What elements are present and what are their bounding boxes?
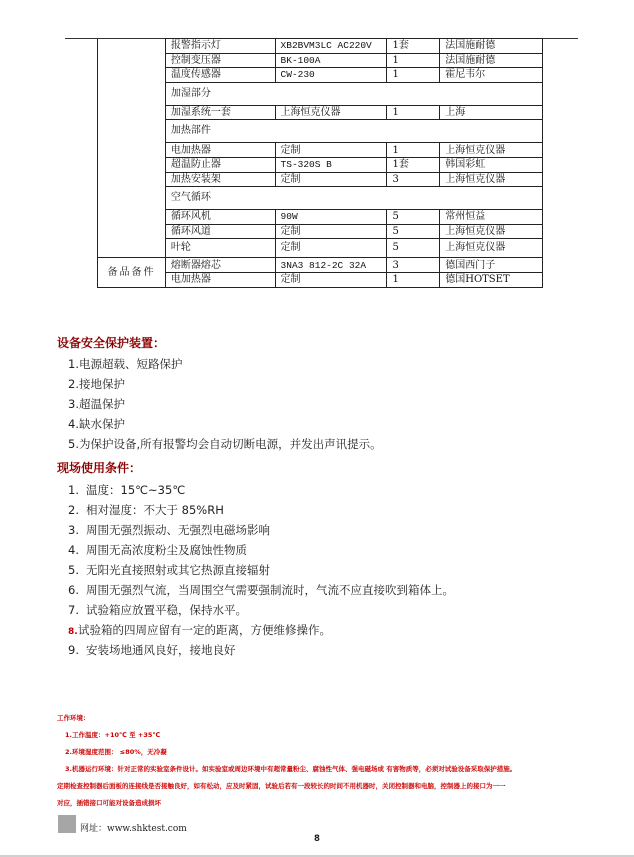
list-item: [68, 480, 454, 500]
part-brand: 上海: [440, 105, 543, 120]
part-brand: 法国施耐德: [440, 39, 543, 54]
section-label: 空气循环: [165, 187, 542, 210]
part-qty: 5: [387, 239, 440, 258]
part-name: 温度传感器: [165, 68, 275, 83]
part-name: 超温防止器: [165, 157, 275, 172]
env-heading: 工作环境：: [57, 714, 90, 722]
part-qty: 1套: [387, 39, 440, 54]
part-model: 定制: [275, 239, 387, 258]
footer-logo-box: [58, 815, 76, 833]
item-number: 3.: [68, 523, 79, 537]
part-name: 电加热器: [165, 272, 275, 287]
item-text: 周围无高浓度粉尘及腐蚀性物质: [86, 543, 247, 557]
part-brand: 德国西门子: [440, 258, 543, 273]
part-name: 电加热器: [165, 143, 275, 158]
item-number: 8.: [68, 627, 78, 637]
part-name: 控制变压器: [165, 53, 275, 68]
part-qty: 1: [387, 143, 440, 158]
item-text: 相对湿度：不大于 85%RH: [86, 503, 224, 517]
part-qty: 3: [387, 172, 440, 187]
item-text: 安装场地通风良好，接地良好: [86, 643, 236, 657]
item-number: 7.: [68, 603, 79, 617]
part-qty: 1套: [387, 157, 440, 172]
env-line: 2.环境湿度范围： ≤80%，无冷凝: [65, 748, 167, 756]
env-line: 1.工作温度：+10℃ 至 +35℃: [65, 731, 161, 739]
list-item: 2.接地保护: [68, 377, 125, 391]
part-name: 报警指示灯: [165, 39, 275, 54]
table-row: [98, 39, 543, 54]
part-model: 90W: [275, 210, 387, 225]
work-environment-notes: [57, 710, 597, 812]
list-item: 3.超温保护: [68, 397, 125, 411]
footer-website: 网址：www.shktest.com: [80, 824, 187, 834]
conditions-list: [68, 480, 454, 660]
list-item: 4.缺水保护: [68, 417, 125, 431]
item-text: 温度：15℃~35℃: [86, 483, 186, 497]
list-item: [68, 600, 454, 620]
part-qty: 1: [387, 53, 440, 68]
part-qty: 1: [387, 68, 440, 83]
list-item: [68, 520, 454, 540]
parts-table: [97, 38, 543, 288]
part-model: 3NA3 812-2C 32A: [275, 258, 387, 273]
part-qty: 5: [387, 224, 440, 239]
category-cell: [98, 39, 166, 258]
part-model: 定制: [275, 224, 387, 239]
item-number: 2.: [68, 503, 79, 517]
env-line: 定期检查控制器后面板的连接线是否接触良好，如有松动，应及时紧固，试验后若有一段较长的时间不用机器时，关闭控制器和电脑，控制器上的接口为一一: [57, 782, 506, 790]
part-brand: 上海恒克仪器: [440, 172, 543, 187]
list-item: [68, 560, 454, 580]
list-item: [68, 620, 454, 640]
table-row: [98, 258, 543, 273]
part-model: 定制: [275, 272, 387, 287]
section-label: 加湿部分: [165, 82, 542, 105]
item-number: 1.: [68, 483, 79, 497]
part-brand: 上海恒克仪器: [440, 143, 543, 158]
part-brand: 德国HOTSET: [440, 272, 543, 287]
part-name: 加热安装架: [165, 172, 275, 187]
part-qty: 1: [387, 105, 440, 120]
item-number: 9.: [68, 643, 79, 657]
page-number: 8: [314, 834, 320, 844]
part-name: 循环风道: [165, 224, 275, 239]
part-model: 上海恒克仪器: [275, 105, 387, 120]
item-text: 试验箱的四周应留有一定的距离，方便维修操作。: [78, 623, 331, 637]
part-model: 定制: [275, 172, 387, 187]
item-number: 6.: [68, 583, 79, 597]
list-item: [68, 640, 454, 660]
part-name: 加湿系统一套: [165, 105, 275, 120]
list-item: 1.电源超载、短路保护: [68, 357, 183, 371]
part-brand: 韩国彩虹: [440, 157, 543, 172]
env-line: 对应，插错接口可能对设备造成损坏: [57, 799, 161, 807]
part-name: 叶轮: [165, 239, 275, 258]
part-model: CW-230: [275, 68, 387, 83]
part-brand: 上海恒克仪器: [440, 224, 543, 239]
conditions-heading: 现场使用条件：: [57, 461, 142, 475]
part-qty: 1: [387, 272, 440, 287]
part-qty: 5: [387, 210, 440, 225]
part-brand: 上海恒克仪器: [440, 239, 543, 258]
part-model: XB2BVM3LC AC220V: [275, 39, 387, 54]
spare-parts-category: 备品备件: [98, 258, 166, 287]
list-item: 5.为保护设备,所有报警均会自动切断电源，并发出声讯提示。: [68, 437, 382, 451]
env-line: 3.机器运行环境：针对正常的实验室条件设计。如实验室或周边环境中有超常量粉尘、腐蚀性气体、强电磁场或 有害物质等，必须对试验设备采取保护措施。: [65, 765, 517, 773]
list-item: [68, 500, 454, 520]
part-brand: 霍尼韦尔: [440, 68, 543, 83]
part-qty: 3: [387, 258, 440, 273]
part-name: 循环风机: [165, 210, 275, 225]
part-model: 定制: [275, 143, 387, 158]
list-item: [68, 540, 454, 560]
list-item: [68, 580, 454, 600]
safety-list: [68, 354, 382, 454]
part-brand: 常州恒益: [440, 210, 543, 225]
part-model: TS-320S B: [275, 157, 387, 172]
part-brand: 法国施耐德: [440, 53, 543, 68]
part-name: 熔断器熔芯: [165, 258, 275, 273]
section-label: 加热部件: [165, 120, 542, 143]
item-number: 5.: [68, 563, 79, 577]
safety-heading: 设备安全保护装置：: [57, 336, 166, 350]
part-model: BK-100A: [275, 53, 387, 68]
item-number: 4.: [68, 543, 79, 557]
item-text: 周围无强烈振动、无强烈电磁场影响: [86, 523, 270, 537]
item-text: 试验箱应放置平稳，保持水平。: [86, 603, 247, 617]
item-text: 无阳光直接照射或其它热源直接辐射: [86, 563, 270, 577]
item-text: 周围无强烈气流，当周围空气需要强制流时，气流不应直接吹到箱体上。: [86, 583, 454, 597]
